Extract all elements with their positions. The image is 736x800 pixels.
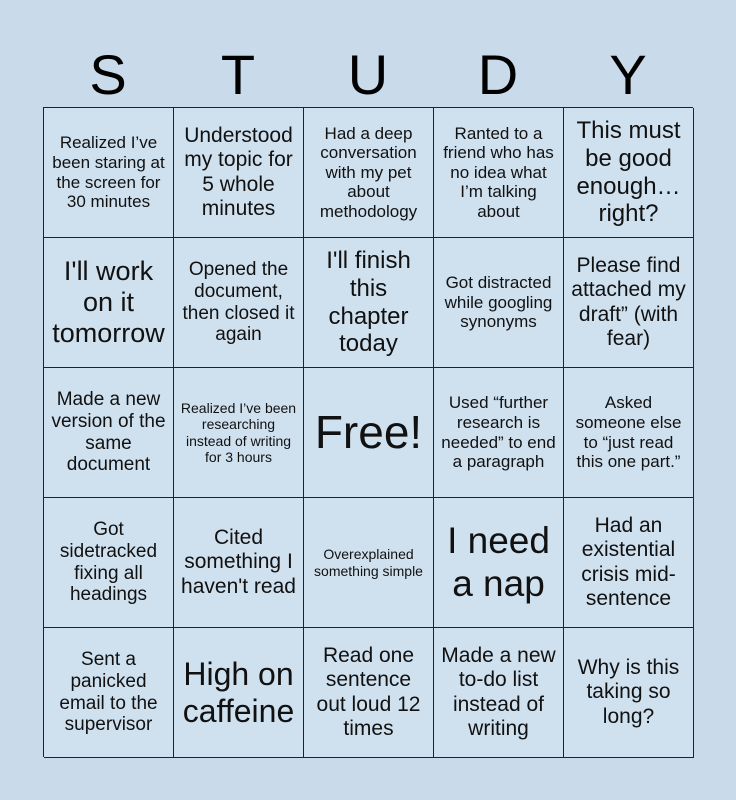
bingo-cell-r1c4[interactable]: Ranted to a friend who has no idea what I’m talking about — [434, 108, 564, 238]
title-letter-s: S — [89, 43, 127, 106]
bingo-cell-r3c1[interactable]: Made a new version of the same document — [44, 368, 174, 498]
bingo-cell-r3c2[interactable]: Realized I’ve been researching instead of writing for 3 hours — [174, 368, 304, 498]
bingo-cell-r2c2[interactable]: Opened the document, then closed it again — [174, 238, 304, 368]
bingo-cell-r3c5[interactable]: Asked someone else to “just read this one part.” — [564, 368, 694, 498]
bingo-cell-r4c2[interactable]: Cited something I haven't read — [174, 498, 304, 628]
bingo-cell-r4c1[interactable]: Got sidetracked fixing all headings — [44, 498, 174, 628]
bingo-cell-r1c1[interactable]: Realized I’ve been staring at the screen for 30 minutes — [44, 108, 174, 238]
bingo-title — [43, 42, 693, 108]
bingo-cell-r2c5[interactable]: Please find attached my draft” (with fear) — [564, 238, 694, 368]
bingo-cell-r4c5[interactable]: Had an existential crisis mid-sentence — [564, 498, 694, 628]
bingo-cell-r2c3[interactable]: I'll finish this chapter today — [304, 238, 434, 368]
bingo-cell-r1c5[interactable]: This must be good enough… right? — [564, 108, 694, 238]
bingo-cell-r2c1[interactable]: I'll work on it tomorrow — [44, 238, 174, 368]
title-letter-u: U — [347, 43, 389, 106]
bingo-cell-r5c5[interactable]: Why is this taking so long? — [564, 628, 694, 758]
bingo-cell-r1c3[interactable]: Had a deep conversation with my pet about methodology — [304, 108, 434, 238]
bingo-cell-r5c2[interactable]: High on caffeine — [174, 628, 304, 758]
title-letter-d: D — [477, 43, 519, 106]
bingo-cell-r2c4[interactable]: Got distracted while googling synonyms — [434, 238, 564, 368]
bingo-cell-r4c3[interactable]: Overexplained something simple — [304, 498, 434, 628]
bingo-cell-r5c4[interactable]: Made a new to-do list instead of writing — [434, 628, 564, 758]
bingo-cell-r3c4[interactable]: Used “further research is needed” to end a paragraph — [434, 368, 564, 498]
bingo-cell-r5c3[interactable]: Read one sentence out loud 12 times — [304, 628, 434, 758]
bingo-board — [43, 107, 693, 757]
title-letter-y: Y — [609, 43, 647, 106]
bingo-cell-r4c4[interactable]: I need a nap — [434, 498, 564, 628]
title-letter-t: T — [220, 43, 256, 106]
bingo-cell-r1c2[interactable]: Understood my topic for 5 whole minutes — [174, 108, 304, 238]
free-space-cell[interactable]: Free! — [304, 368, 434, 498]
bingo-cell-r5c1[interactable]: Sent a panicked email to the supervisor — [44, 628, 174, 758]
